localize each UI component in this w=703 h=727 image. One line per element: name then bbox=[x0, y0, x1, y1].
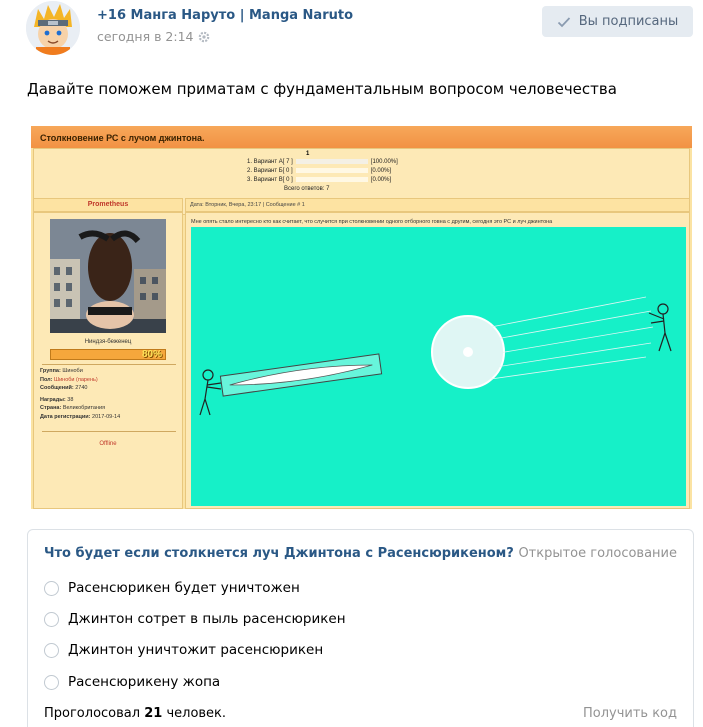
forum-option-bar bbox=[296, 159, 368, 164]
radio-button[interactable] bbox=[44, 581, 59, 596]
forum-post-meta: Дата: Вторник, Вчера, 23:17 | Сообщение # 1 bbox=[185, 198, 690, 212]
forum-user-status: Offline bbox=[99, 441, 117, 447]
forum-option-bar bbox=[296, 168, 368, 173]
info-label: Награды: bbox=[40, 396, 66, 403]
post-text: Давайте поможем приматам с фундаментальным вопросом человечества bbox=[27, 80, 617, 98]
info-label: Дата регистрации: bbox=[40, 413, 91, 420]
info-label: Пол: bbox=[40, 376, 53, 383]
forum-user-rank: Ниндзя-беженец bbox=[84, 339, 132, 345]
forum-user-photo bbox=[50, 219, 166, 333]
forum-post-text: Мне опять стало интересно кто как считает, что случится при столкновении одного отборного говна с другим, сегодня это РС и луч джинтона bbox=[191, 219, 553, 225]
check-icon bbox=[557, 16, 571, 28]
forum-option-label: 1. Вариант А[ 7 ] bbox=[247, 159, 293, 166]
forum-poll-option bbox=[247, 177, 391, 183]
naruto-avatar-icon bbox=[26, 1, 80, 55]
poll-question: Что будет если столкнется луч Джинтона с Расенсюрикеном? bbox=[44, 546, 514, 561]
radio-button[interactable] bbox=[44, 612, 59, 627]
poll-type: Открытое голосование bbox=[518, 546, 677, 561]
forum-post-body bbox=[185, 212, 690, 509]
forum-option-label: 3. Вариант В[ 0 ] bbox=[247, 177, 293, 184]
info-value: 2017-09-14 bbox=[92, 413, 121, 420]
forum-option-pct: [0.00%] bbox=[370, 168, 392, 175]
poll-option[interactable] bbox=[44, 580, 300, 596]
gear-icon[interactable] bbox=[198, 31, 210, 43]
forum-option-bar bbox=[296, 177, 368, 182]
subscribed-label: Вы подписаны bbox=[578, 14, 679, 29]
forum-option-label: 2. Вариант Б[ 0 ] bbox=[247, 168, 293, 175]
poll-option-label: Джинтон сотрет в пыль расенсюрикен bbox=[68, 611, 346, 627]
forum-divider bbox=[42, 364, 176, 365]
radio-button[interactable] bbox=[44, 675, 59, 690]
info-value: 2740 bbox=[75, 385, 88, 391]
forum-option-fill bbox=[296, 159, 368, 164]
poll-option[interactable] bbox=[44, 611, 346, 627]
forum-option-pct: [100.00%] bbox=[370, 159, 398, 166]
forum-poll-number: 1 bbox=[306, 151, 310, 157]
forum-user-power-bar bbox=[50, 349, 166, 360]
info-label: Страна: bbox=[40, 405, 62, 411]
get-code-link[interactable]: Получить код bbox=[582, 706, 677, 721]
poll-card bbox=[27, 529, 694, 727]
subscribed-button[interactable] bbox=[542, 6, 693, 37]
radio-button[interactable] bbox=[44, 643, 59, 658]
info-value: Шиноби bbox=[62, 368, 83, 374]
info-label: Сообщений: bbox=[40, 385, 74, 391]
forum-poll-option bbox=[247, 159, 398, 165]
poll-option-label: Расенсюрикен будет уничтожен bbox=[68, 580, 300, 596]
poll-option[interactable] bbox=[44, 674, 220, 690]
votes-suffix: человек. bbox=[166, 706, 227, 721]
forum-user-panel bbox=[33, 212, 183, 509]
poll-option[interactable] bbox=[44, 642, 323, 658]
post-image[interactable] bbox=[31, 126, 692, 509]
votes-count: 21 bbox=[144, 706, 163, 721]
group-name-link[interactable]: +16 Манга Наруто | Manga Naruto bbox=[97, 8, 354, 23]
group-avatar[interactable] bbox=[26, 1, 80, 55]
forum-thread-title: Столкновение РС с лучом джинтона. bbox=[31, 126, 692, 148]
info-value: Шиноби (парень) bbox=[54, 376, 98, 383]
forum-user-power: 80% bbox=[141, 349, 162, 360]
post-time-text[interactable]: сегодня в 2:14 bbox=[97, 29, 194, 44]
post-time bbox=[97, 29, 210, 44]
poll-votes[interactable] bbox=[44, 706, 226, 721]
forum-drawing bbox=[191, 227, 686, 506]
forum-poll-total: Всего ответов: 7 bbox=[284, 186, 330, 192]
forum-user-info bbox=[40, 367, 120, 421]
forum-option-pct: [0.00%] bbox=[370, 177, 392, 184]
info-value: Великобритания bbox=[62, 405, 106, 411]
forum-username: Prometheus bbox=[33, 198, 183, 212]
forum-divider bbox=[42, 431, 176, 432]
info-label: Группа: bbox=[40, 368, 61, 374]
votes-prefix: Проголосовал bbox=[44, 706, 141, 721]
drawing-image bbox=[191, 227, 686, 506]
forum-poll-option bbox=[247, 168, 391, 174]
poll-option-label: Джинтон уничтожит расенсюрикен bbox=[68, 642, 324, 658]
info-value: 38 bbox=[67, 396, 74, 403]
user-photo-image bbox=[50, 219, 166, 333]
poll-option-label: Расенсюрикену жопа bbox=[68, 674, 221, 690]
